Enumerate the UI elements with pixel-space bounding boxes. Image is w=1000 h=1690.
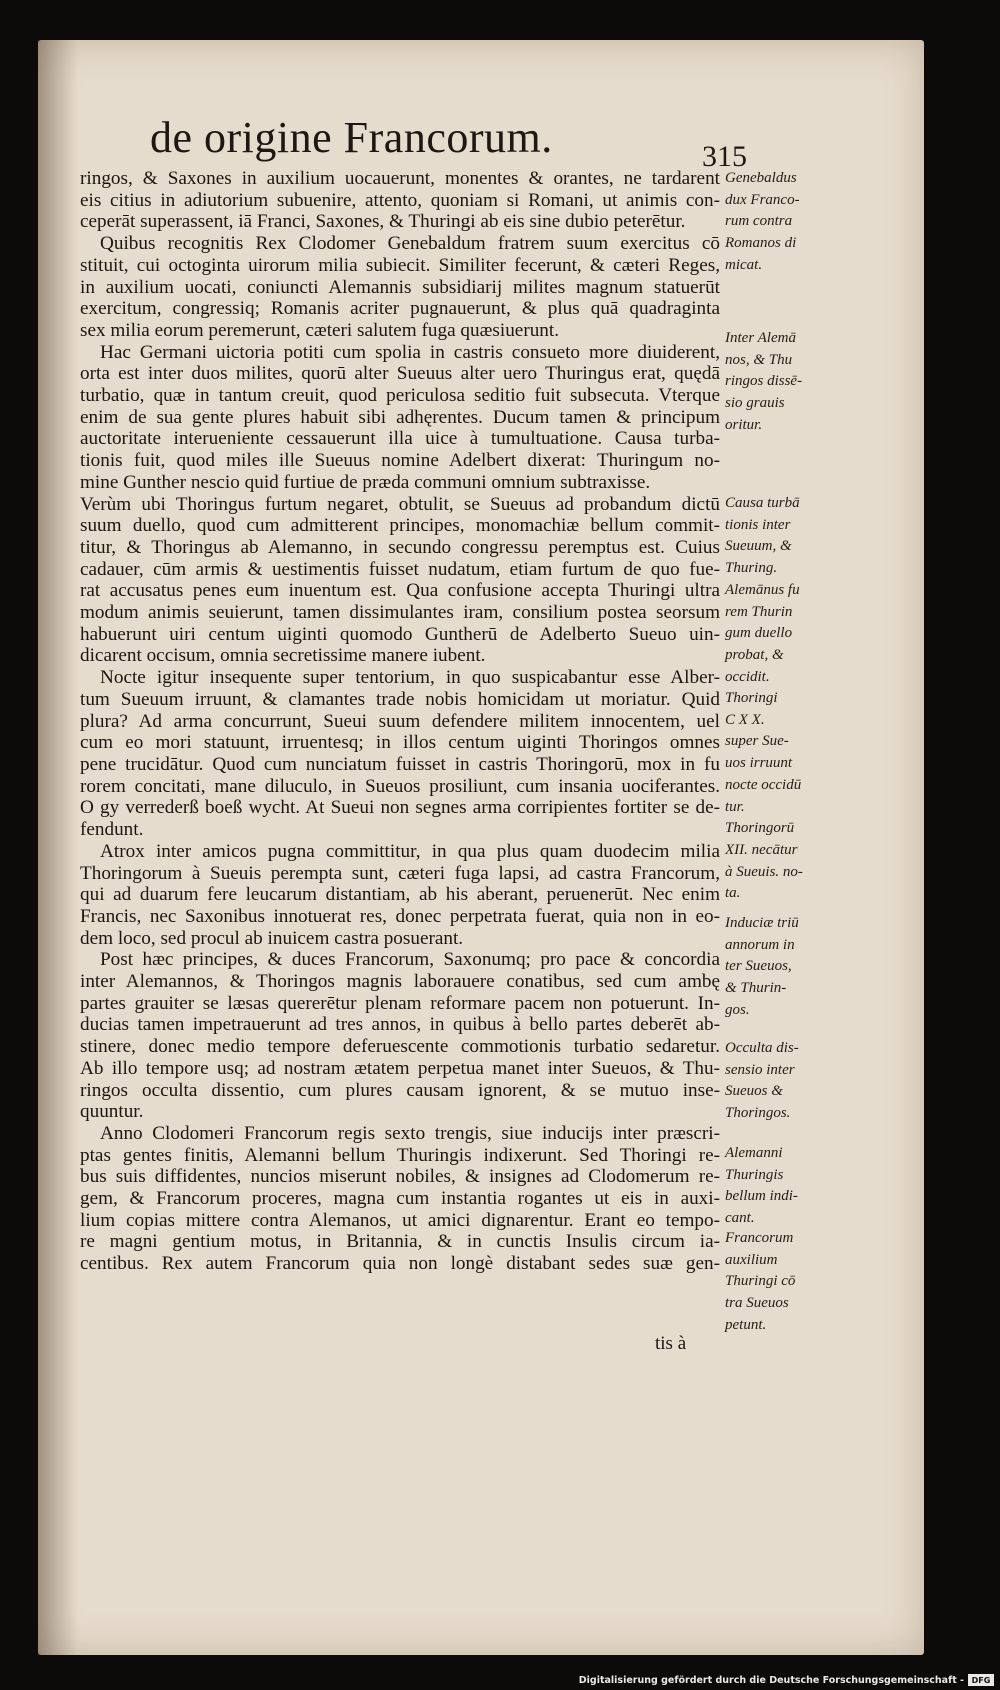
page-number: 315 [702,140,747,173]
page-gutter-shadow [38,40,78,1655]
text-line: pene trucidātur. Quod cum nunciatum fuisset in castris Thoringorū, mox in fu [80,753,720,775]
text-line: sex milia eorum peremerunt, cæteri salutem fuga quæsiuerunt. [80,319,560,341]
running-head: de origine Francorum. [150,113,553,162]
text-line: dicarent occisum, omnia secretissime manere iubent. [80,645,486,667]
text-line: eis citius in adiutorium subuenire, attento, quoniam si Romani, ut animis con- [80,189,720,211]
margin-note-line: oritur. [725,416,763,433]
text-line: rorem concitati, mane diluculo, in Sueuos prosiliunt, cum insania uociferantes. [80,775,720,797]
margin-note-line: Induciæ triū [725,915,799,931]
margin-note-line: Causa turbā [725,495,800,511]
margin-note-line: tur. [725,798,745,815]
footer-credit-text: Digitalisierung gefördert durch die Deutsche Forschungsgemeinschaft - [578,1674,964,1686]
margin-note [725,328,802,437]
text-line: stinere, donec medio tempore deferuescente commotionis turbatio sedaretur. [80,1036,720,1058]
margin-note-line: Thuringi cō [725,1273,796,1290]
margin-note-line: cant. [725,1210,755,1227]
text-line: cadauer, cūm armis & uestimentis fuisset nudatum, etiam furtum de quo fue- [80,558,720,580]
margin-note-line: Sueuos & [725,1083,783,1100]
text-line: tionis fuit, quod miles ille Sueuus nomine Adelbert dixerat: Thuringum no- [80,450,720,472]
text-line: Thoringorum à Sueuis perempta sunt, cæteri fuga lapsi, ad castra Francorum, [80,862,720,884]
text-line: titur, & Thoringus ab Alemanno, in secundo congressu peremptus est. Cuius [80,536,720,558]
text-line: inter Alemannos, & Thoringos magnis laborauere conatibus, sed cum ambę [80,971,720,993]
margin-note-line: occidit. [725,668,770,685]
text-line: tum Sueuum irruunt, & clamantes trade nobis homicidam ut moriatur. Quid [80,688,720,710]
margin-note-line: sio grauis [725,395,785,412]
text-line: Francis, nec Saxonibus innotuerat res, donec perpetrata fuerat, quia non in eo- [80,905,720,927]
text-line: centibus. Rex autem Francorum quia non longè distabant sedes suæ gen- [80,1253,720,1275]
text-line: cum eo mori statuunt, irruentesq; in illos centum uiginti Thoringos omnes [80,732,720,754]
text-line: Verùm ubi Thoringus furtum negaret, obtulit, se Sueuus ad probandum dictū [80,493,720,515]
text-line: ptas gentes finitis, Alemanni bellum Thuringis indixerunt. Sed Thoringi re- [80,1144,720,1166]
text-line: exercitum, congressiq; Romanis acriter pugnauerunt, & plus quā quadraginta [80,298,720,320]
margin-note-line: uos irruunt [725,755,793,772]
margin-note-line: Alemānus fu [725,581,800,598]
margin-note-line: bellum indi- [725,1188,798,1205]
margin-note-line: Thuringis [725,1166,784,1183]
text-line: ceperāt superassent, iā Franci, Saxones, & Thuringi ab eis sine dubio peterētur. [80,211,686,233]
margin-note-line: Thuring. [725,560,778,577]
margin-note-line: Occulta dis- [725,1040,799,1056]
margin-note [725,1038,799,1125]
margin-note-line: gum duello [725,625,793,642]
text-line: enim de sua gente plures habuit sibi adhęrentes. Ducum tamen & principum [80,406,720,428]
margin-note-line: sensio inter [725,1061,795,1078]
margin-note-line: ta. [725,885,741,902]
text-line: qui ad duarum fere leucarum distantiam, ab his aberant, peruenerūt. Nec enim [80,884,720,906]
margin-note-line: nos, & Thu [725,351,793,368]
margin-note-line: Alemanni [725,1145,783,1161]
margin-note-line: Genebaldus [725,170,797,186]
text-line: auctoritate interueniente cessauerunt illa uice à tumultuatione. Causa turba- [80,428,720,450]
margin-note-line: probat, & [725,646,784,663]
margin-note-line: super Sue- [725,733,789,750]
text-line: bus suis diffidentes, nuncios miserunt nobiles, & insignes ad Clodomerum re- [80,1166,720,1188]
text-line: mine Gunther nescio quid furtiue de præda communi omnium subtraxisse. [80,471,651,493]
text-line: fendunt. [80,819,144,841]
text-line: ducias tamen impetrauerunt ad tres annos, in quibus à bello partes deberēt ab- [80,1014,720,1036]
margin-note-line: Thoringi [725,690,778,706]
text-line: gem, & Francorum proceres, magna cum instantia rogantes ut eis in auxi- [80,1188,720,1210]
margin-note [725,1228,795,1337]
text-line: modum animis seuierunt, tamen dissimulantes iram, consilium postea seorsum [80,602,720,624]
margin-note [725,493,800,688]
margin-note [725,913,799,1022]
margin-note-line: rem Thurin [725,603,793,620]
text-line: Atrox inter amicos pugna committitur, in qua plus quam duodecim milia [100,840,720,862]
text-line: orta est inter duos milites, quorū alter Sueuus alter uero Thuringus erat, quędā [80,363,720,385]
margin-note [725,688,803,905]
margin-note-line: Inter Alemā [725,330,796,346]
margin-note-line: rum contra [725,213,793,230]
margin-note-line: Romanos di [725,235,797,252]
text-line: ringos occulta dissentio, cum plures causam ignorent, & se mutuo inse- [80,1079,720,1101]
margin-note-line: Sueuum, & [725,538,792,555]
text-line: rat accusatus penes eum inuentum est. Qua confusione accepta Thuringi ultra [80,580,720,602]
text-line: suum duello, quod cum admitterent principes, monomachiæ bellum commit- [80,515,720,537]
text-line: partes grauiter se læsas quererētur plenam reformare pacem non potuerunt. In- [80,992,720,1014]
text-line: quuntur. [80,1101,144,1123]
margin-note [725,168,800,277]
margin-note-line: C X X. [725,711,765,728]
catchword: tis à [655,1333,687,1354]
dfg-logo: DFG [968,1674,994,1686]
margin-note-line: annorum in [725,936,795,953]
margin-note-line: tra Sueuos [725,1295,789,1312]
margin-note-line: à Sueuis. no- [725,863,803,880]
text-line: plura? Ad arma concurrunt, Sueui suum defendere militem innocentem, uel [80,710,720,732]
text-line: Post hæc principes, & duces Francorum, Saxonumq; pro pace & concordia [100,949,720,971]
text-line: stituit, cui octoginta uirorum milia subiecit. Similiter fecerunt, & cæteri Reges, [80,254,720,276]
margin-note-line: ter Sueuos, [725,958,792,975]
text-line: Hac Germani uictoria potiti cum spolia in castris consueto more diuiderent, [100,341,720,363]
text-line: ringos, & Saxones in auxilium uocauerunt, monentes & orantes, ne tardarent [80,168,720,189]
text-line: Nocte igitur insequente super tentorium, in quo suspicabantur esse Alber- [100,667,720,689]
text-line: lium copias mittere contra Alemanos, ut amici dignarentur. Erant eo tempo- [80,1209,720,1231]
main-text-block [80,168,720,1275]
margin-note-line: micat. [725,256,763,273]
margin-note-line: Thoringorū [725,820,795,837]
text-line: re magni gentium motus, in Britannia, & in cunctis Insulis circum ia- [80,1231,720,1253]
margin-note-line: Thoringos. [725,1105,791,1122]
margin-note-line: gos. [725,1001,750,1018]
text-line: dem loco, sed procul ab inuicem castra posuerant. [80,927,464,949]
margin-note-line: XII. necātur [725,841,798,858]
text-line: habuerunt uiri centum uiginti quomodo Guntherū de Adelberto Sueuo uin- [80,623,720,645]
margin-note-line: nocte occidū [725,776,802,793]
marginal-notes [725,168,830,1368]
margin-note-line: petunt. [725,1316,767,1333]
margin-note-line: auxilium [725,1251,778,1268]
margin-note-line: dux Franco- [725,191,800,208]
margin-note-line: tionis inter [725,516,791,533]
text-line: O gy verrederß boeß wycht. At Sueui non segnes arma corripientes fortiter se de- [80,797,720,819]
margin-note-line: & Thurin- [725,980,787,997]
margin-note-line: ringos dissē- [725,373,803,390]
text-line: Quibus recognitis Rex Clodomer Genebaldum fratrem suum exercitus cō [100,233,720,255]
digitization-credit [579,1674,994,1686]
text-line: Ab illo tempore usq; ad nostram ætatem perpetua manet inter Sueuos, & Thu- [80,1057,720,1079]
text-line: Anno Clodomeri Francorum regis sexto trengis, siue inducijs inter præscri- [100,1122,720,1144]
text-line: in auxilium uocati, coniuncti Alemannis subsidiarij milites magnum statuerūt [80,276,720,298]
margin-note-line: Francorum [725,1230,794,1246]
margin-note [725,1143,798,1230]
text-line: turbatio, quæ in tantum creuit, quod periculosa seditio fuit subsecuta. Vterque [80,385,720,407]
